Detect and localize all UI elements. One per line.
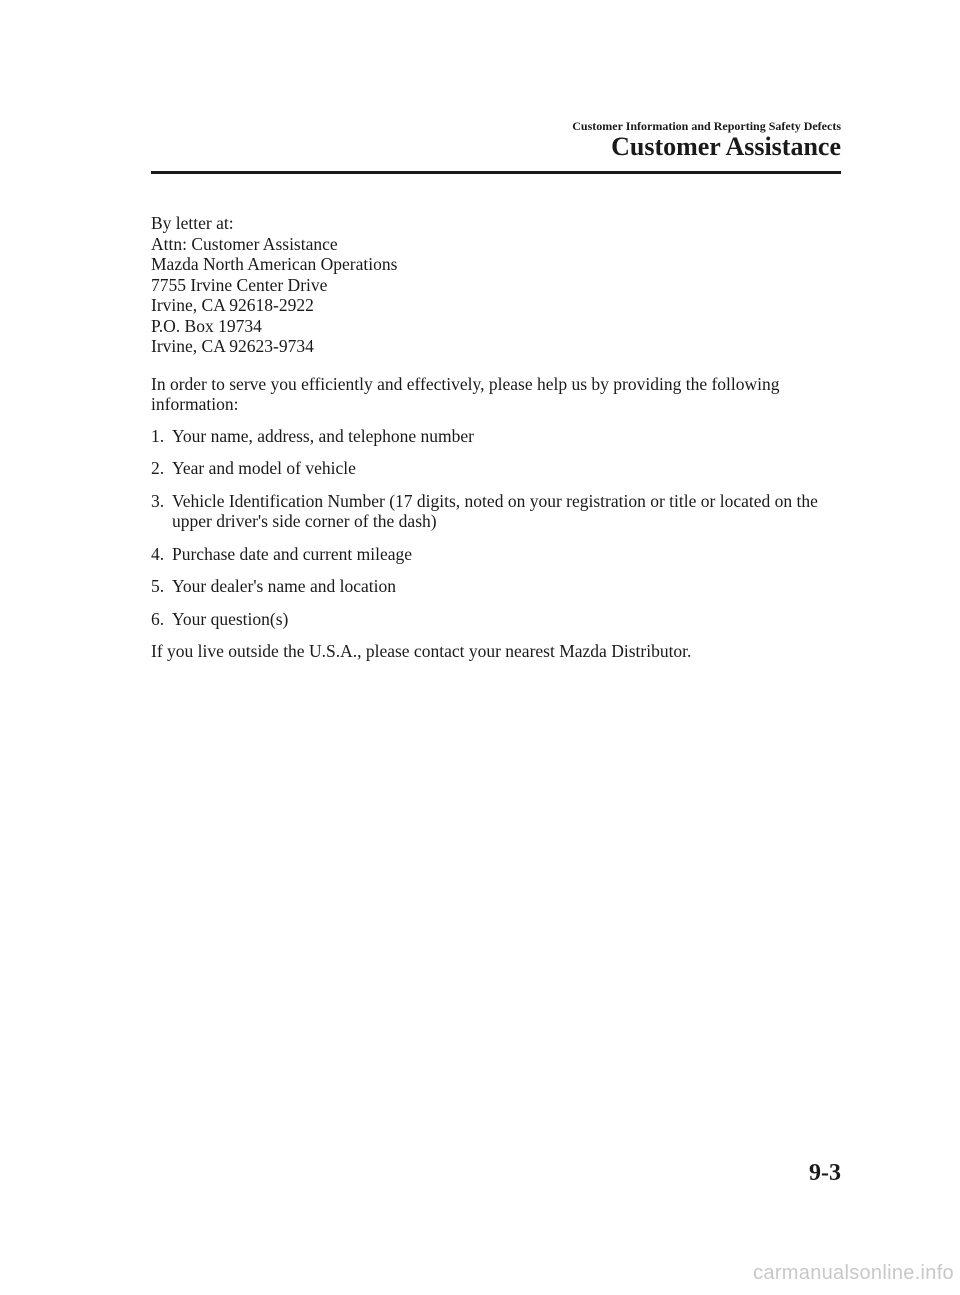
header-section-label: Customer Information and Reporting Safety Defects xyxy=(572,119,841,133)
list-item-text: Your name, address, and telephone number xyxy=(172,425,474,446)
main-content xyxy=(151,213,841,662)
list-item-number: 6. xyxy=(151,608,165,629)
address-line: Attn: Customer Assistance xyxy=(151,233,338,254)
information-list xyxy=(151,426,841,630)
list-item-text: Year and model of vehicle xyxy=(172,458,356,478)
list-item-number: 1. xyxy=(151,425,165,446)
mailing-address xyxy=(151,213,841,357)
list-item-text: Vehicle Identification Number (17 digits, noted on your registration or title or located on the upper driver's side corner of the dash) xyxy=(172,490,818,531)
address-line: Irvine, CA 92618-2922 xyxy=(151,295,314,315)
list-item xyxy=(151,576,841,597)
list-item xyxy=(151,609,841,630)
list-item xyxy=(151,426,841,447)
list-item xyxy=(151,544,841,565)
address-line: P.O. Box 19734 xyxy=(151,315,262,336)
address-intro: By letter at: xyxy=(151,213,234,233)
list-item xyxy=(151,491,841,532)
address-line: 7755 Irvine Center Drive xyxy=(151,274,328,295)
list-item-text: Purchase date and current mileage xyxy=(172,543,413,564)
page-number: 9-3 xyxy=(809,1160,841,1186)
header-divider xyxy=(151,171,841,174)
list-item-number: 2. xyxy=(151,458,165,478)
list-item-number: 5. xyxy=(151,576,165,596)
list-item-text: Your dealer's name and location xyxy=(172,576,396,596)
address-line: Mazda North American Operations xyxy=(151,254,398,274)
page-title: Customer Assistance xyxy=(611,132,841,161)
list-item-number: 4. xyxy=(151,543,165,564)
watermark[interactable]: carmanualsonline.info xyxy=(753,1262,954,1284)
distributor-note: If you live outside the U.S.A., please contact your nearest Mazda Distributor. xyxy=(151,641,692,661)
list-item xyxy=(151,458,841,479)
list-item-number: 3. xyxy=(151,490,165,511)
request-intro: In order to serve you efficiently and effectively, please help us by providing the following information: xyxy=(151,373,780,414)
list-item-text: Your question(s) xyxy=(172,608,289,629)
address-line: Irvine, CA 92623-9734 xyxy=(151,336,314,356)
